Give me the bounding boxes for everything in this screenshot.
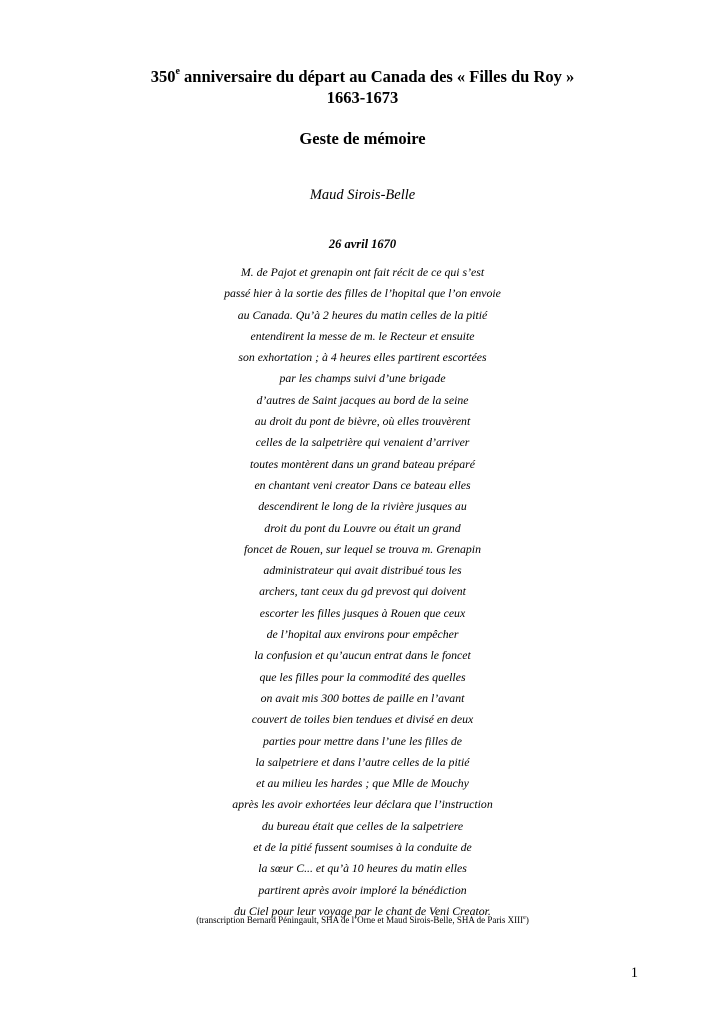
text-line: celles de la salpetrière qui venaient d’arriver: [255, 435, 470, 450]
transcription-text: [0, 264, 725, 924]
text-line: et de la pitié fussent soumises à la conduite de: [253, 840, 472, 855]
text-line: de l’hopital aux environs pour empêcher: [266, 627, 459, 642]
document-date: 26 avril 1670: [328, 237, 397, 251]
text-line: M. de Pajot et grenapin ont fait récit de ce qui s’est: [240, 265, 485, 279]
text-line: administrateur qui avait distribué tous les: [263, 563, 462, 578]
credit-superscript: e: [523, 915, 526, 921]
text-line: couvert de toiles bien tendues et divisé en deux: [251, 712, 474, 727]
text-line: passé hier à la sortie des filles de l’hopital que l’on envoie: [224, 286, 501, 301]
title-prefix: 350: [150, 67, 176, 86]
text-line: au droit du pont de bièvre, où elles trouvèrent: [254, 414, 471, 429]
text-line: droit du pont du Louvre ou était un grand: [264, 520, 461, 535]
text-line: la salpetriere et dans l’autre celles de la pitié: [255, 754, 470, 769]
transcription-credit: [0, 914, 725, 926]
credit-text: (transcription Bernard Péningault, SHA de l’Orne et Maud Sirois-Belle, SHA de Paris XIII: [196, 915, 524, 925]
title-years: 1663-1673: [326, 88, 399, 107]
text-line: d’autres de Saint jacques au bord de la seine: [256, 392, 469, 407]
author-name: Maud Sirois-Belle: [309, 187, 416, 203]
title-rest: anniversaire du départ au Canada des « Filles du Roy »: [179, 67, 575, 86]
text-line: partirent après avoir imploré la bénédiction: [258, 882, 467, 897]
title-superscript: e: [175, 65, 180, 77]
page-subtitle: Geste de mémoire: [299, 129, 426, 148]
text-line: foncet de Rouen, sur lequel se trouva m. Grenapin: [244, 541, 481, 556]
text-line: au Canada. Qu’à 2 heures du matin celles de la pitié: [237, 307, 488, 322]
text-line: du Ciel pour leur voyage par le chant de Veni Creator.: [234, 903, 491, 918]
text-line: par les champs suivi d’une brigade: [279, 371, 446, 386]
text-line: son exhortation ; à 4 heures elles partirent escortées: [238, 350, 487, 365]
text-line: entendirent la messe de m. le Recteur et ensuite: [250, 328, 475, 343]
page-number: 1: [630, 965, 638, 981]
text-line: que les filles pour la commodité des quelles: [259, 669, 466, 684]
text-line: après les avoir exhortées leur déclara que l’instruction: [232, 797, 493, 812]
text-line: la sœur C... et qu’à 10 heures du matin elles: [258, 861, 467, 876]
text-line: on avait mis 300 bottes de paille en l’avant: [260, 690, 465, 705]
text-line: en chantant veni creator Dans ce bateau elles: [254, 477, 471, 492]
text-line: escorter les filles jusques à Rouen que ceux: [259, 605, 466, 620]
page-title: [0, 66, 725, 108]
text-line: du bureau était que celles de la salpetriere: [261, 818, 464, 833]
text-line: la confusion et qu’aucun entrat dans le foncet: [254, 648, 471, 663]
text-line: archers, tant ceux du gd prevost qui doivent: [259, 584, 466, 599]
credit-close: ): [525, 915, 529, 925]
text-line: et au milieu les hardes ; que Mlle de Mouchy: [256, 776, 469, 791]
text-line: toutes montèrent dans un grand bateau préparé: [250, 456, 475, 471]
text-line: parties pour mettre dans l’une les filles de: [262, 733, 463, 748]
text-line: descendirent le long de la rivière jusques au: [258, 499, 467, 514]
